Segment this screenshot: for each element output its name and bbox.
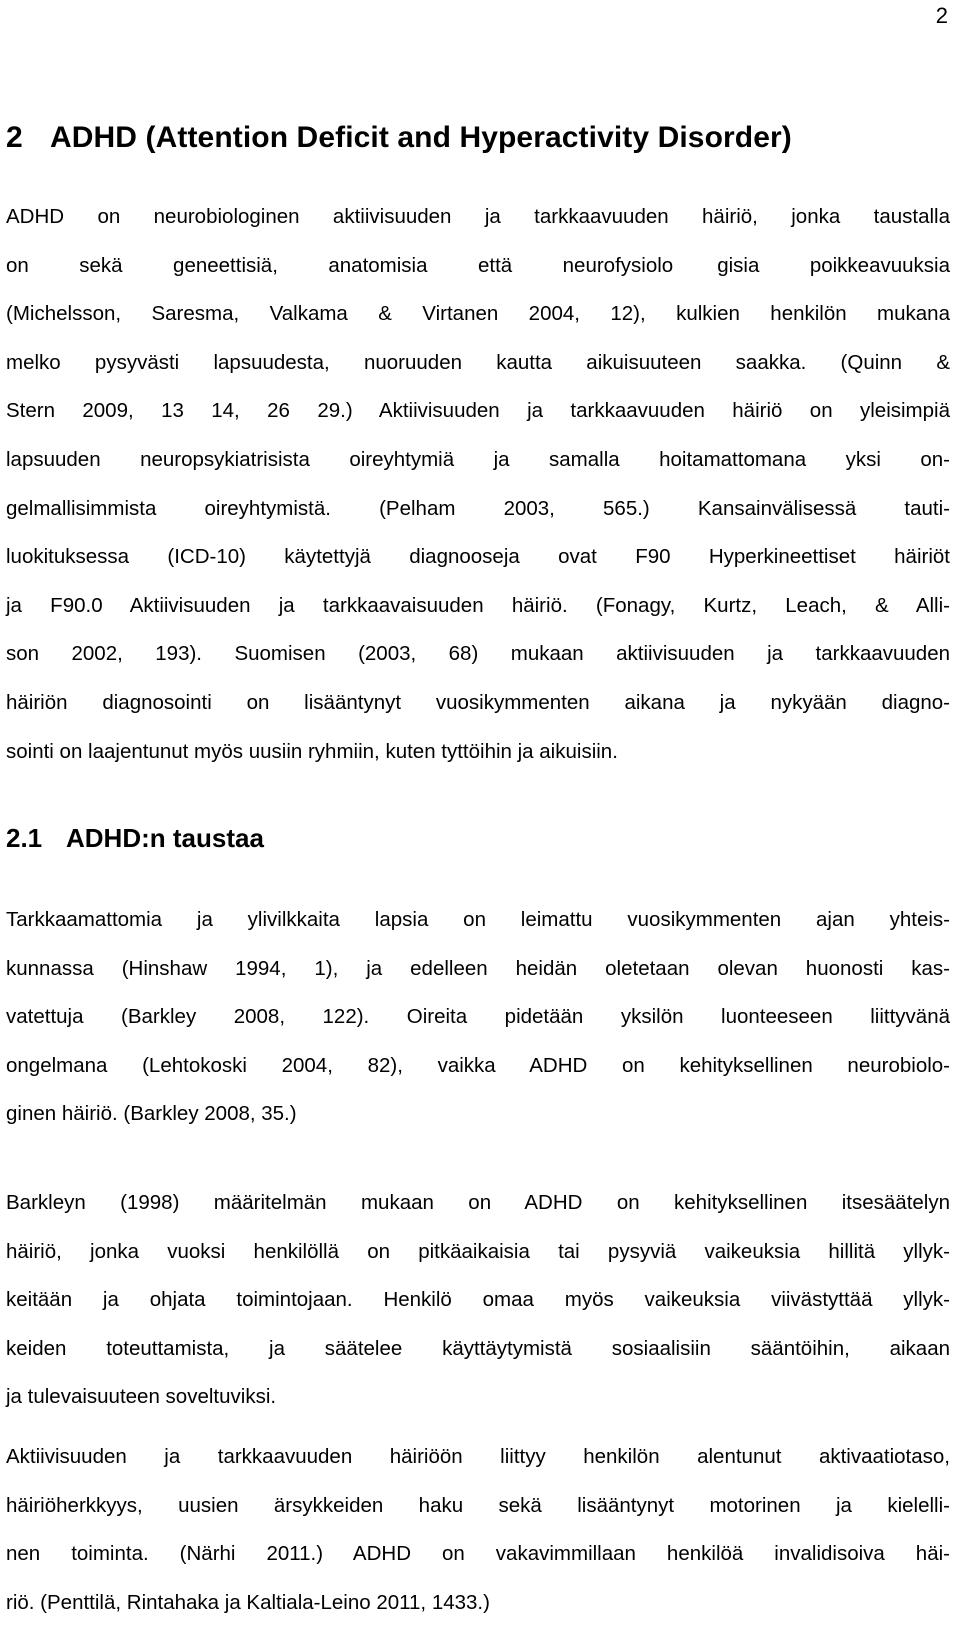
paragraph-line: häiriö, jonka vuoksi henkilöllä on pitkäaikaisia tai pysyviä vaikeuksia hillitä yllyk- — [6, 1239, 950, 1263]
paragraph-line: ongelmana (Lehtokoski 2004, 82), vaikka ADHD on kehityksellinen neurobiolo- — [6, 1053, 950, 1077]
paragraph-line: keiden toteuttamista, ja säätelee käyttäytymistä sosiaalisiin sääntöihin, aikaan — [6, 1336, 950, 1360]
paragraph-line — [6, 249, 950, 298]
section-number: 2.1 — [6, 823, 43, 853]
text-fragment: on sekä geneettisiä, anatomisia että neurofysiolo — [6, 253, 674, 277]
chapter-title: ADHD (Attention Deficit and Hyperactivity Disorder) — [50, 121, 792, 154]
paragraph-line: luokituksessa (ICD-10) käytettyjä diagnooseja ovat F90 Hyperkineettiset häiriöt — [6, 545, 950, 569]
paragraph-line: keitään ja ohjata toimintojaan. Henkilö omaa myös vaikeuksia viivästyttää yllyk- — [6, 1288, 950, 1312]
paragraph-line: (Michelsson, Saresma, Valkama & Virtanen 2004, 12), kulkien henkilön mukana — [6, 302, 950, 326]
chapter-number: 2 — [6, 121, 23, 154]
paragraph-line: gelmallisimmista oireyhtymistä. (Pelham 2003, 565.) Kansainvälisessä tauti- — [6, 496, 950, 520]
paragraph-2 — [6, 903, 950, 1146]
paragraph-line: häiriön diagnosointi on lisääntynyt vuosikymmenten aikana ja nykyään diagno- — [6, 690, 950, 714]
paragraph-4 — [6, 1440, 950, 1634]
section-heading — [6, 822, 264, 854]
paragraph-1 — [6, 200, 950, 783]
paragraph-line: kunnassa (Hinshaw 1994, 1), ja edelleen heidän oletetaan olevan huonosti kas- — [6, 956, 950, 980]
chapter-heading — [6, 120, 792, 156]
paragraph-line: Tarkkaamattomia ja ylivilkkaita lapsia on leimattu vuosikymmenten ajan yhteis- — [6, 908, 950, 931]
text-fragment: gisia poikkeavuuksia — [717, 253, 950, 277]
paragraph-line: Stern 2009, 13 14, 26 29.) Aktiivisuuden ja tarkkaavuuden häiriö on yleisimpiä — [6, 399, 950, 423]
paragraph-line: Barkleyn (1998) määritelmän mukaan on ADHD on kehityksellinen itsesäätelyn — [6, 1191, 950, 1214]
paragraph-3 — [6, 1186, 950, 1429]
paragraph-line: riö. (Penttilä, Rintahaka ja Kaltiala-Leino 2011, 1433.) — [6, 1590, 490, 1614]
paragraph-line: nen toiminta. (Närhi 2011.) ADHD on vakavimmillaan henkilöä invalidisoiva häi- — [6, 1542, 950, 1566]
paragraph-line: melko pysyvästi lapsuudesta, nuoruuden kautta aikuisuuteen saakka. (Quinn & — [6, 350, 950, 374]
paragraph-line: ADHD on neurobiologinen aktiivisuuden ja tarkkaavuuden häiriö, jonka taustalla — [6, 205, 950, 228]
paragraph-line: ja F90.0 Aktiivisuuden ja tarkkaavaisuuden häiriö. (Fonagy, Kurtz, Leach, & Alli- — [6, 593, 950, 617]
section-title: ADHD:n taustaa — [66, 823, 264, 853]
paragraph-line: ginen häiriö. (Barkley 2008, 35.) — [6, 1102, 297, 1126]
page-number: 2 — [935, 3, 948, 28]
paragraph-line: ja tulevaisuuteen soveltuviksi. — [6, 1385, 277, 1409]
paragraph-line: sointi on laajentunut myös uusiin ryhmiin, kuten tyttöihin ja aikuisiin. — [6, 739, 618, 763]
paragraph-line: Aktiivisuuden ja tarkkaavuuden häiriöön liittyy henkilön alentunut aktivaatiotaso, — [6, 1445, 950, 1468]
paragraph-line: häiriöherkkyys, uusien ärsykkeiden haku sekä lisääntynyt motorinen ja kielelli- — [6, 1493, 950, 1517]
paragraph-line: vatettuja (Barkley 2008, 122). Oireita pidetään yksilön luonteeseen liittyvänä — [6, 1005, 950, 1029]
paragraph-line: lapsuuden neuropsykiatrisista oireyhtymiä ja samalla hoitamattomana yksi on- — [6, 447, 950, 471]
paragraph-line: son 2002, 193). Suomisen (2003, 68) mukaan aktiivisuuden ja tarkkaavuuden — [6, 642, 950, 666]
